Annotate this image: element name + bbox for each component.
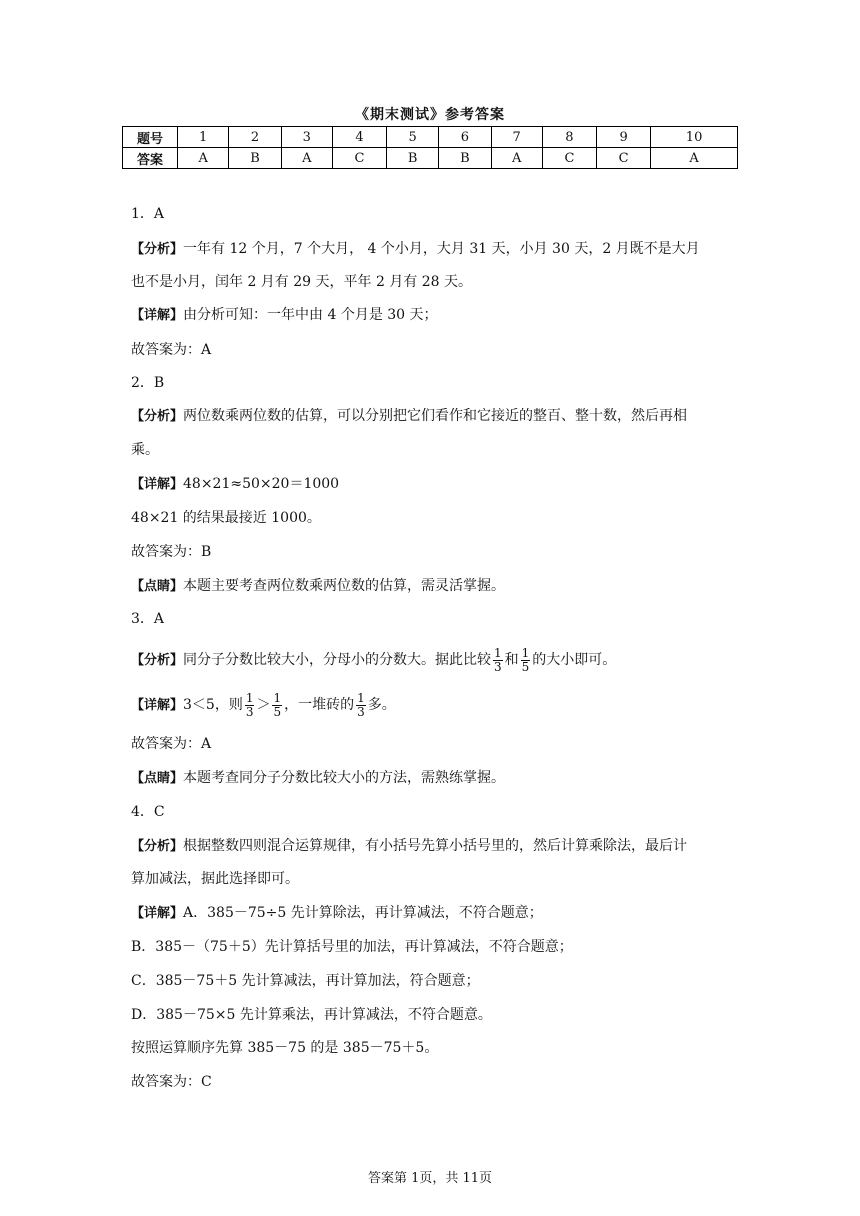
q4-heading: 4．C	[131, 804, 165, 820]
q3-detail-mid: ，一堆砖的	[284, 697, 355, 713]
q4-analysis	[131, 836, 687, 857]
detail-tag: 【详解】	[131, 477, 184, 492]
table-row	[123, 127, 738, 148]
q2-heading: 2．B	[131, 375, 165, 391]
table-row-label: 题号	[123, 127, 178, 148]
q3-detail-end: 多。	[367, 697, 396, 713]
q2-comment-text: 本题主要考查两位数乘两位数的估算，需灵活掌握。	[183, 578, 506, 594]
analysis-tag: 【分析】	[131, 242, 184, 257]
q2-analysis-cont: 乘。	[131, 442, 159, 458]
detail-tag: 【详解】	[131, 906, 184, 921]
fraction-denominator: 5	[521, 659, 530, 674]
fraction-denominator: 3	[245, 704, 254, 719]
q1-detail	[131, 305, 438, 326]
q3-heading: 3．A	[131, 611, 165, 627]
fraction-one-third	[245, 692, 255, 719]
question-number: 5	[387, 127, 439, 148]
q3-analysis-end: 的大小即可。	[532, 652, 617, 668]
fraction-numerator: 1	[494, 645, 502, 660]
question-number: 2	[229, 127, 281, 148]
q4-analysis-cont: 算加减法，据此选择即可。	[131, 871, 299, 887]
q1-conclusion: 故答案为：A	[131, 342, 212, 358]
answer-cell: A	[491, 148, 542, 169]
table-row-label: 答案	[123, 148, 178, 169]
table-row	[123, 148, 738, 169]
fraction-denominator: 3	[357, 704, 365, 719]
detail-tag: 【详解】	[131, 308, 184, 323]
q3-analysis-text: 同分子分数比较大小，分母小的分数大。据此比较	[183, 652, 492, 668]
fraction-denominator: 5	[273, 704, 282, 719]
q3-analysis	[131, 645, 616, 675]
question-number: 8	[542, 127, 596, 148]
q3-analysis-and: 和	[504, 652, 519, 668]
q3-comment-text: 本题考查同分子分数比较大小的方法，需熟练掌握。	[183, 770, 506, 786]
answer-cell: B	[229, 148, 281, 169]
answer-cell: C	[597, 148, 651, 169]
fraction-numerator: 1	[245, 690, 254, 705]
q3-conclusion: 故答案为：A	[131, 736, 212, 752]
question-number: 1	[178, 127, 229, 148]
question-number: 10	[651, 127, 738, 148]
q1-analysis-text: 一年有 12 个月，7 个大月， 4 个小月，大月 31 天，小月 30 天，2 月既不是大月	[183, 241, 700, 257]
fraction-numerator: 1	[357, 690, 365, 705]
q4-detail-option-a: A．385－75÷5 先计算除法，再计算减法，不符合题意；	[183, 905, 543, 921]
greater-than: ＞	[256, 697, 271, 713]
q3-detail	[131, 690, 396, 720]
q1-analysis-cont: 也不是小月，闰年 2 月有 29 天，平年 2 月有 28 天。	[131, 274, 473, 290]
q1-heading: 1．A	[131, 206, 165, 222]
q4-detail-option-d: D．385－75×5 先计算乘法，再计算减法，不符合题意。	[131, 1007, 492, 1023]
analysis-tag: 【分析】	[131, 409, 184, 424]
fraction-numerator: 1	[273, 690, 282, 705]
q2-comment	[131, 576, 505, 597]
answer-cell: B	[439, 148, 491, 169]
q1-analysis	[131, 239, 700, 260]
page-footer: 答案第 1页，共 11页	[367, 1171, 493, 1186]
q4-conclusion: 故答案为：C	[131, 1074, 212, 1090]
answer-cell: A	[178, 148, 229, 169]
question-number: 9	[597, 127, 651, 148]
q2-detail-cont: 48×21 的结果最接近 1000。	[131, 510, 321, 526]
q1-detail-text: 由分析可知：一年中由 4 个月是 30 天；	[183, 307, 438, 323]
detail-tag: 【详解】	[131, 698, 184, 713]
q4-summary: 按照运算顺序先算 385－75 的是 385－75＋5。	[131, 1040, 439, 1056]
answer-cell: C	[332, 148, 386, 169]
answer-cell: B	[387, 148, 439, 169]
q2-detail	[131, 474, 339, 495]
answer-cell: C	[542, 148, 596, 169]
answer-cell: A	[651, 148, 738, 169]
q4-detail-option-c: C．385－75＋5 先计算减法，再计算加法，符合题意；	[131, 973, 480, 989]
question-number: 3	[281, 127, 332, 148]
fraction-numerator: 1	[521, 645, 530, 660]
fraction-one-third	[493, 647, 503, 674]
q2-conclusion: 故答案为：B	[131, 544, 212, 560]
fraction-denominator: 3	[494, 659, 502, 674]
fraction-one-third	[356, 692, 366, 719]
analysis-tag: 【分析】	[131, 839, 184, 854]
q4-analysis-text: 根据整数四则混合运算规律，有小括号先算小括号里的，然后计算乘除法，最后计	[183, 838, 688, 854]
question-number: 6	[439, 127, 491, 148]
comment-tag: 【点睛】	[131, 579, 184, 594]
page-title: 《期末测试》参考答案	[355, 107, 505, 123]
q2-detail-text: 48×21≈50×20＝1000	[183, 476, 340, 492]
q4-detail-option-b: B．385－（75＋5）先计算括号里的加法，再计算减法，不符合题意；	[131, 939, 573, 955]
q2-analysis	[131, 406, 687, 427]
question-number: 4	[332, 127, 386, 148]
fraction-one-fifth	[272, 692, 282, 719]
q4-detail	[131, 903, 543, 924]
q3-detail-text: 3＜5，则	[183, 697, 243, 713]
answer-cell: A	[281, 148, 332, 169]
comment-tag: 【点睛】	[131, 771, 184, 786]
question-number: 7	[491, 127, 542, 148]
q2-analysis-text: 两位数乘两位数的估算，可以分别把它们看作和它接近的整百、整十数，然后再相	[183, 408, 688, 424]
analysis-tag: 【分析】	[131, 653, 184, 668]
q3-comment	[131, 768, 505, 789]
fraction-one-fifth	[521, 647, 531, 674]
answer-table	[122, 126, 738, 169]
